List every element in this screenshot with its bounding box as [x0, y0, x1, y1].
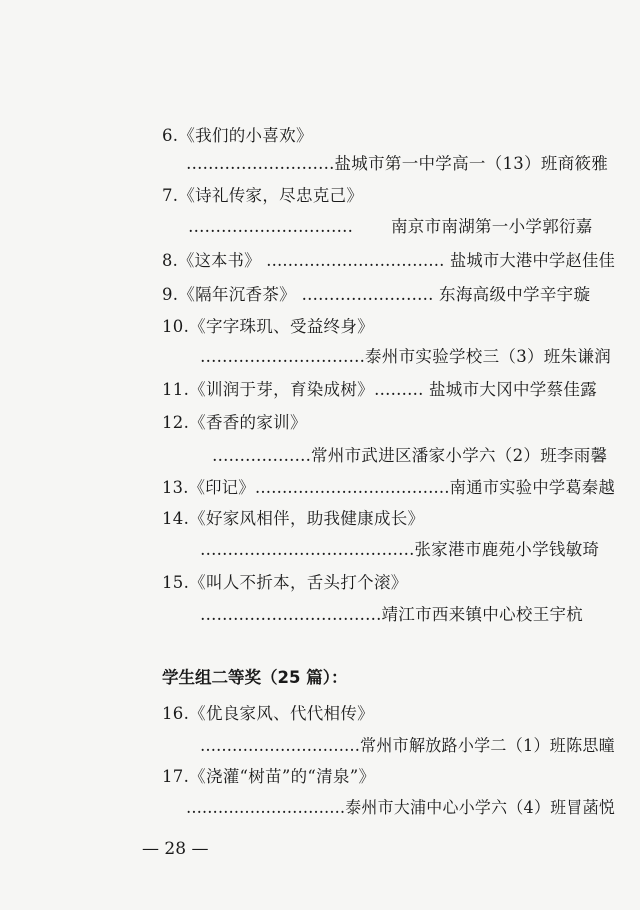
entry-author-line: [200, 604, 583, 626]
entry-author-line: [186, 153, 608, 175]
entry-author: 张家港市鹿苑小学钱敏琦: [414, 540, 600, 559]
entry-author-line: [188, 216, 593, 238]
leader-dots: ……………………………: [266, 251, 445, 270]
entry-title: 12.《香香的家训》: [162, 413, 307, 432]
entry-title: 6.《我们的小喜欢》: [162, 126, 313, 145]
entry-title-line: [162, 284, 590, 306]
entry-author: 盐城市大港中学赵佳佳: [449, 251, 616, 270]
page-number: — 28 —: [142, 839, 209, 859]
entry-title: 13.《印记》: [162, 478, 255, 497]
entry-author: 泰州市实验学校三（3）班朱谦润: [365, 347, 611, 366]
entry-title: 10.《字字珠玑、受益终身》: [162, 317, 374, 336]
entry-title: 9.《隔年沉香茶》: [162, 285, 296, 304]
entry-title: 14.《好家风相伴，助我健康成长》: [162, 509, 425, 528]
entry-author: 靖江市西来镇中心校王宇杭: [381, 605, 584, 624]
leader-dots: …………………………: [200, 347, 365, 366]
leader-dots: ………………………: [186, 154, 335, 173]
entry-author-line: [200, 346, 611, 368]
entry-author-line: [200, 735, 615, 757]
entry-title-line: [162, 477, 615, 499]
entry-title: 7.《诗礼传家，尽忠克己》: [162, 186, 364, 205]
entry-title: 11.《训润于芽，育染成树》: [162, 380, 374, 399]
entry-title: 15.《叫人不折本，舌头打个滚》: [162, 573, 408, 592]
entry-author: 常州市解放路小学二（1）班陈思曈: [360, 736, 615, 755]
entry-author: 盐城市第一中学高一（13）班商筱雅: [334, 154, 609, 173]
leader-dots: …………………………: [200, 736, 361, 755]
entry-author: 泰州市大浦中心小学六（4）班冒菡悦: [345, 798, 616, 817]
entry-author: 南京市南湖第一小学郭衍嘉: [391, 217, 593, 236]
entry-title: 16.《优良家风、代代相传》: [162, 704, 374, 723]
entry-author: 常州市武进区潘家小学六（2）班李雨馨: [311, 446, 608, 465]
entry-author: 盐城市大冈中学蔡佳露: [429, 380, 597, 399]
leader-dots: ………: [373, 380, 424, 399]
entry-author-line: [200, 539, 599, 561]
entry-author-line: [186, 797, 615, 819]
leader-dots: …………………………: [188, 217, 353, 236]
entry-author-line: [212, 445, 607, 467]
entry-title: 17.《浇灌“树苗”的“清泉”》: [162, 767, 376, 786]
leader-dots: …………………………: [186, 798, 346, 817]
leader-dots: ……………………………: [200, 605, 382, 624]
leader-dots: ………………: [212, 446, 311, 465]
entry-title-line: [162, 250, 615, 272]
entry-author: 东海高级中学辛宇璇: [439, 285, 591, 304]
section-heading: 学生组二等奖（25 篇）：: [162, 668, 348, 687]
entry-title: 8.《这本书》: [162, 251, 261, 270]
entry-title-line: [162, 379, 597, 401]
leader-dots: ……………………: [301, 285, 434, 304]
leader-dots: ………………………………: [254, 478, 450, 497]
leader-dots: …………………………………: [200, 540, 415, 559]
entry-author: 南通市实验中学葛秦越: [449, 478, 615, 497]
